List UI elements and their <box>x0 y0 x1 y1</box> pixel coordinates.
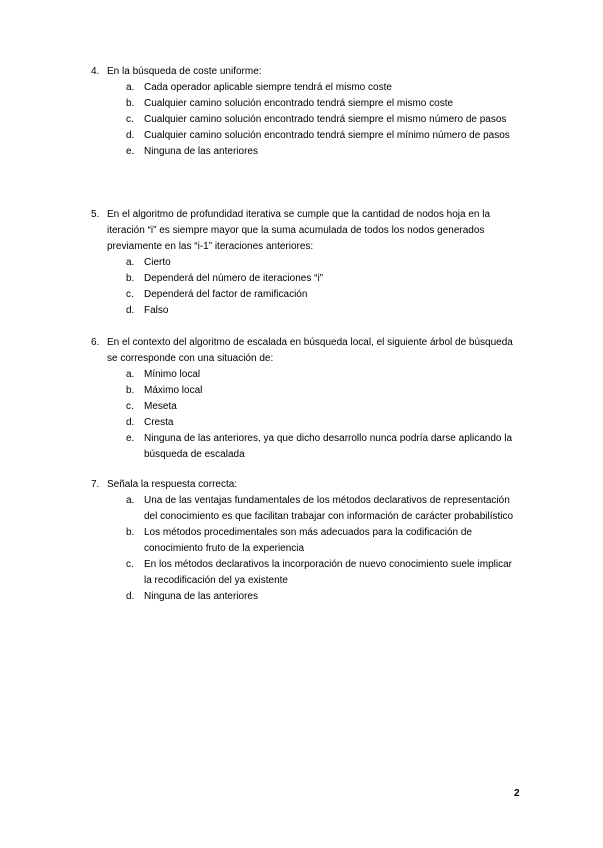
option-letter: d. <box>126 591 135 602</box>
question-number: 7. <box>91 479 100 490</box>
option-c <box>126 557 521 589</box>
option-text: En los métodos declarativos la incorporación de nuevo conocimiento suele implicar la recodificación del ya existente <box>144 559 512 586</box>
option-b <box>126 271 521 287</box>
option-b <box>126 96 521 112</box>
option-a <box>126 80 521 96</box>
option-letter: c. <box>126 401 134 412</box>
option-letter: c. <box>126 559 134 570</box>
option-text: Cada operador aplicable siempre tendrá el mismo coste <box>144 82 392 93</box>
option-d <box>126 415 521 431</box>
option-text: Meseta <box>144 401 177 412</box>
option-letter: e. <box>126 433 135 444</box>
question-number: 6. <box>91 337 100 348</box>
option-text: Cualquier camino solución encontrado tendrá siempre el mismo número de pasos <box>144 114 507 125</box>
option-text: Dependerá del número de iteraciones “i” <box>144 273 323 284</box>
option-b <box>126 383 521 399</box>
option-text: Cierto <box>144 257 171 268</box>
question-text: En el contexto del algoritmo de escalada en búsqueda local, el siguiente árbol de búsqueda se corresponde con una situación de: <box>107 337 513 364</box>
option-text: Máximo local <box>144 385 203 396</box>
question-number: 4. <box>91 66 100 77</box>
option-text: Ninguna de las anteriores <box>144 591 258 602</box>
option-text: Ninguna de las anteriores, ya que dicho desarrollo nunca podría darse aplicando la búsqueda de escalada <box>144 433 513 460</box>
options-list <box>126 255 521 319</box>
option-letter: a. <box>126 369 135 380</box>
option-d <box>126 128 521 144</box>
option-text: Falso <box>144 305 169 316</box>
option-a <box>126 255 521 271</box>
question-4 <box>91 64 521 160</box>
option-letter: c. <box>126 114 134 125</box>
option-d <box>126 589 521 605</box>
question-text: En el algoritmo de profundidad iterativa se cumple que la cantidad de nodos hoja en la iteración “i” es siempre mayor que la suma acumulada de todos los nodos generados previamente en las “i-1” iteraciones anteriores: <box>107 209 491 252</box>
option-letter: b. <box>126 98 135 109</box>
option-c <box>126 287 521 303</box>
option-c <box>126 399 521 415</box>
option-a <box>126 367 521 383</box>
question-6 <box>91 335 521 463</box>
question-number: 5. <box>91 209 100 220</box>
question-5 <box>91 207 521 319</box>
option-letter: a. <box>126 257 135 268</box>
option-text: Cresta <box>144 417 174 428</box>
page-number: 2 <box>514 788 520 799</box>
option-text: Dependerá del factor de ramificación <box>144 289 308 300</box>
option-letter: d. <box>126 305 135 316</box>
option-text: Cualquier camino solución encontrado tendrá siempre el mismo coste <box>144 98 454 109</box>
option-letter: a. <box>126 82 135 93</box>
option-letter: e. <box>126 146 135 157</box>
option-e <box>126 144 521 160</box>
option-text: Una de las ventajas fundamentales de los métodos declarativos de representación del conocimiento es que facilitan trabajar con información de carácter probabilístico <box>144 495 514 522</box>
option-text: Cualquier camino solución encontrado tendrá siempre el mínimo número de pasos <box>144 130 510 141</box>
option-text: Ninguna de las anteriores <box>144 146 258 157</box>
question-text: En la búsqueda de coste uniforme: <box>107 66 262 77</box>
options-list <box>126 367 521 463</box>
option-letter: a. <box>126 495 135 506</box>
option-d <box>126 303 521 319</box>
option-c <box>126 112 521 128</box>
options-list <box>126 493 521 605</box>
option-letter: b. <box>126 527 135 538</box>
option-letter: d. <box>126 130 135 141</box>
option-text: Los métodos procedimentales son más adecuados para la codificación de conocimiento fruto de la experiencia <box>144 527 472 554</box>
question-7 <box>91 477 521 605</box>
options-list <box>126 80 521 160</box>
option-b <box>126 525 521 557</box>
option-a <box>126 493 521 525</box>
option-text: Mínimo local <box>144 369 201 380</box>
option-letter: b. <box>126 273 135 284</box>
option-e <box>126 431 521 463</box>
option-letter: c. <box>126 289 134 300</box>
option-letter: b. <box>126 385 135 396</box>
question-text: Señala la respuesta correcta: <box>107 479 238 490</box>
option-letter: d. <box>126 417 135 428</box>
